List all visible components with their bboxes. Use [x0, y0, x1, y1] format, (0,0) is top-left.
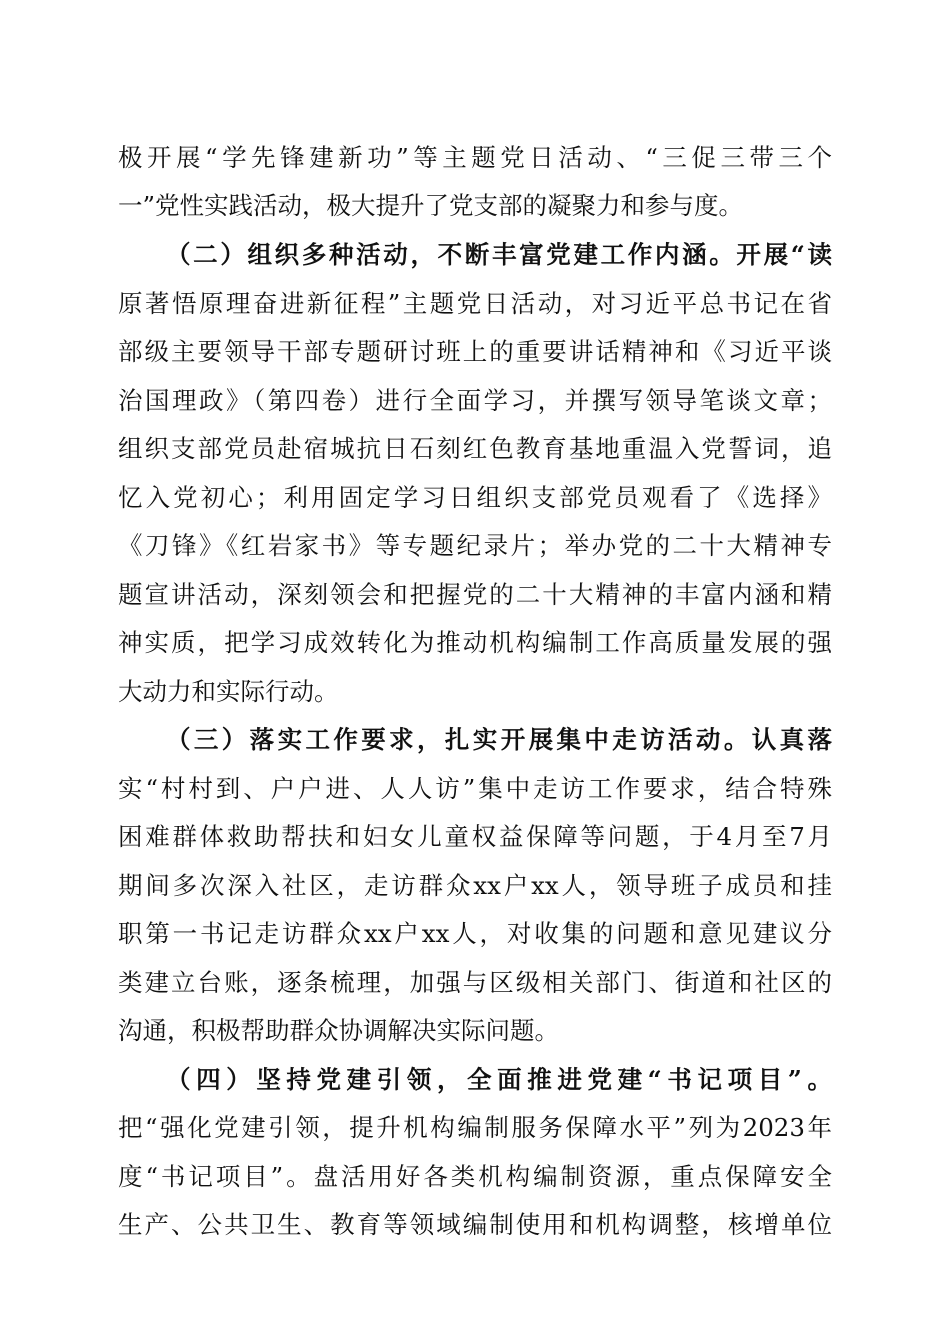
paragraph-line: 沟通，积极帮助群众协调解决实际问题。 [118, 1016, 559, 1045]
paragraph-line: 部级主要领导干部专题研讨班上的重要讲话精神和《习近平谈 [118, 337, 832, 366]
paragraph-line: 组织支部党员赴宿城抗日石刻红色教育基地重温入党誓词，追 [118, 434, 832, 463]
paragraph-line: 一”党性实践活动，极大提升了党支部的凝聚力和参与度。 [118, 191, 744, 220]
paragraph-line: 治国理政》（第四卷）进行全面学习，并撰写领导笔谈文章； [118, 386, 832, 415]
paragraph-line: 把“强化党建引领，提升机构编制服务保障水平”列为2023年 [118, 1113, 832, 1142]
paragraph-line: 神实质，把学习成效转化为推动机构编制工作高质量发展的强 [118, 628, 832, 657]
paragraph-line: 大动力和实际行动。 [118, 677, 339, 706]
paragraph-line: 职第一书记走访群众xx户xx人，对收集的问题和意见建议分 [118, 919, 832, 948]
paragraph-line: 原著悟原理奋进新征程”主题党日活动，对习近平总书记在省 [118, 289, 832, 318]
paragraph-line: 类建立台账，逐条梳理，加强与区级相关部门、街道和社区的 [118, 968, 832, 997]
paragraph-line: 极开展“学先锋建新功”等主题党日活动、“三促三带三个 [118, 143, 832, 172]
section-heading-line: （四）坚持党建引领，全面推进党建“书记项目”。 [166, 1065, 832, 1094]
paragraph-line: 《刀锋》《红岩家书》等专题纪录片；举办党的二十大精神专 [118, 531, 832, 560]
paragraph-line: 实“村村到、户户进、人人访”集中走访工作要求，结合特殊 [118, 774, 832, 803]
paragraph-line: 生产、公共卫生、教育等领域编制使用和机构调整，核增单位 [118, 1210, 832, 1239]
paragraph-line: 忆入党初心；利用固定学习日组织支部党员观看了《选择》 [118, 483, 832, 512]
paragraph-line: 困难群体救助帮扶和妇女儿童权益保障等问题，于4月至7月 [118, 822, 832, 851]
paragraph-line: 度“书记项目”。盘活用好各类机构编制资源，重点保障安全 [118, 1162, 832, 1191]
section-heading-line: （二）组织多种活动，不断丰富党建工作内涵。开展“读 [166, 240, 832, 269]
paragraph-line: 题宣讲活动，深刻领会和把握党的二十大精神的丰富内涵和精 [118, 580, 832, 609]
section-heading-line: （三）落实工作要求，扎实开展集中走访活动。认真落 [166, 725, 832, 754]
paragraph-line: 期间多次深入社区，走访群众xx户xx人，领导班子成员和挂 [118, 871, 832, 900]
